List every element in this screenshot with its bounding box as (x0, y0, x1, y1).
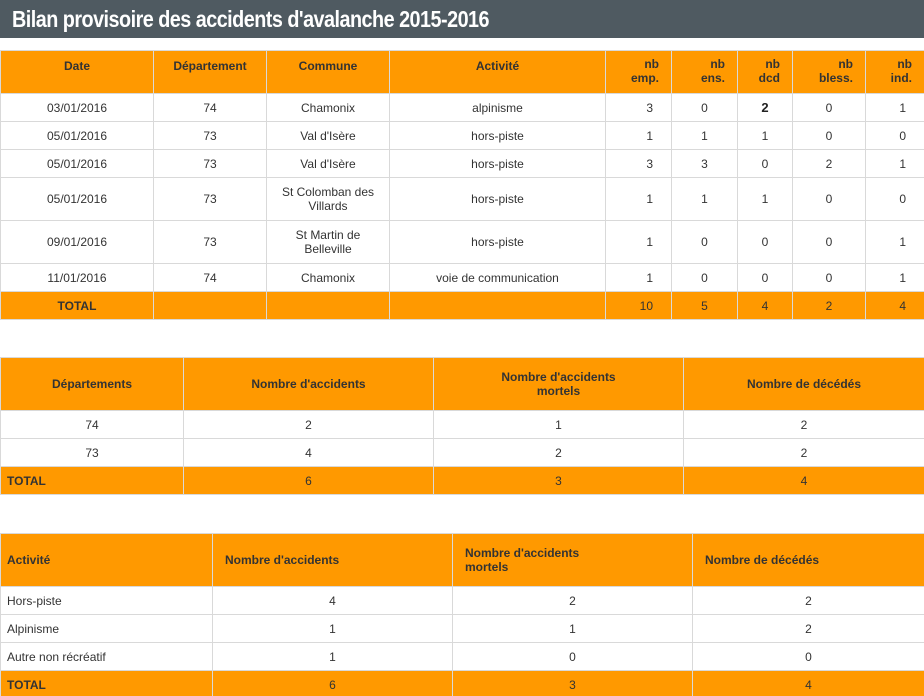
cell-ind: 0 (866, 178, 924, 221)
cell-decedes: 2 (684, 439, 924, 467)
cell-date: 05/01/2016 (1, 178, 154, 221)
cell-departement: 73 (154, 178, 267, 221)
total-row (1, 292, 924, 320)
header-departements: Départements (1, 358, 184, 411)
cell-activite: hors-piste (390, 221, 606, 264)
header-nb-accidents-mortels (434, 358, 684, 411)
table-row (1, 587, 924, 615)
cell-accidents: 2 (184, 411, 434, 439)
total-decedes: 4 (693, 671, 924, 696)
header-nb-decedes: Nombre de décédés (684, 358, 924, 411)
cell-mortels: 1 (453, 615, 693, 643)
cell-departement: 74 (1, 411, 184, 439)
table-row (1, 643, 924, 671)
cell-date: 11/01/2016 (1, 264, 154, 292)
cell-departement: 73 (154, 122, 267, 150)
table-row (1, 94, 924, 122)
accidents-header-row (1, 51, 924, 94)
cell-accidents: 4 (184, 439, 434, 467)
header-mortels-line2: mortels (536, 384, 581, 398)
total-ens: 5 (672, 292, 738, 320)
table-row (1, 221, 924, 264)
cell-dcd: 1 (738, 178, 793, 221)
cell-commune: Chamonix (267, 94, 390, 122)
table-row (1, 122, 924, 150)
cell-date: 03/01/2016 (1, 94, 154, 122)
header-nb-emp (606, 51, 672, 94)
cell-date: 05/01/2016 (1, 150, 154, 178)
cell-departement: 73 (154, 150, 267, 178)
cell-accidents: 1 (213, 643, 453, 671)
cell-decedes: 2 (693, 587, 924, 615)
cell-ens: 0 (672, 94, 738, 122)
cell-commune-line1: St Martin de (295, 228, 361, 242)
page-title-text: Bilan provisoire des accidents d'avalanche 2015-2016 (12, 6, 490, 32)
header-nb-ens-line1: nb (710, 57, 725, 71)
cell-emp: 3 (606, 150, 672, 178)
header-nb-emp-line1: nb (644, 57, 659, 71)
header-nb-bless-line1: nb (838, 57, 853, 71)
cell-commune: Val d'Isère (267, 122, 390, 150)
cell-ens: 0 (672, 264, 738, 292)
cell-bless: 0 (793, 221, 866, 264)
cell-decedes: 2 (693, 615, 924, 643)
cell-decedes: 2 (684, 411, 924, 439)
header-nb-ind-line2: ind. (890, 71, 912, 85)
cell-activite: hors-piste (390, 150, 606, 178)
total-empty-cell (154, 292, 267, 320)
cell-mortels: 2 (453, 587, 693, 615)
cell-accidents: 1 (213, 615, 453, 643)
cell-commune-line1: St Colomban des (281, 185, 375, 199)
page-title (0, 0, 924, 38)
header-nb-ind-line1: nb (897, 57, 912, 71)
cell-activite: Alpinisme (1, 615, 213, 643)
header-date: Date (1, 51, 154, 94)
cell-mortels: 0 (453, 643, 693, 671)
cell-ens: 3 (672, 150, 738, 178)
total-ind: 4 (866, 292, 924, 320)
total-row (1, 671, 924, 696)
cell-ind: 1 (866, 150, 924, 178)
cell-emp: 1 (606, 178, 672, 221)
cell-dcd: 0 (738, 150, 793, 178)
header-activite: Activité (1, 534, 213, 587)
header-commune: Commune (267, 51, 390, 94)
cell-ind: 0 (866, 122, 924, 150)
table-row (1, 264, 924, 292)
total-mortels: 3 (434, 467, 684, 495)
total-label: TOTAL (1, 467, 184, 495)
header-nb-ens-line2: ens. (700, 71, 725, 85)
cell-ens: 1 (672, 178, 738, 221)
cell-emp: 3 (606, 94, 672, 122)
header-nb-emp-line2: emp. (630, 71, 659, 85)
cell-dcd: 0 (738, 221, 793, 264)
departements-header-row (1, 358, 924, 411)
header-mortels-line1: Nombre d'accidents (465, 546, 580, 560)
header-nb-ens (672, 51, 738, 94)
cell-commune: Val d'Isère (267, 150, 390, 178)
cell-dcd: 2 (738, 94, 793, 122)
header-nb-dcd (738, 51, 793, 94)
cell-departement: 74 (154, 94, 267, 122)
cell-commune-line2: Villards (308, 199, 348, 213)
total-dcd: 4 (738, 292, 793, 320)
cell-decedes: 0 (693, 643, 924, 671)
header-nb-accidents: Nombre d'accidents (184, 358, 434, 411)
header-nb-dcd-line1: nb (765, 57, 780, 71)
cell-ind: 1 (866, 94, 924, 122)
total-decedes: 4 (684, 467, 924, 495)
cell-ens: 0 (672, 221, 738, 264)
table-row (1, 178, 924, 221)
cell-mortels: 1 (434, 411, 684, 439)
cell-date: 05/01/2016 (1, 122, 154, 150)
cell-dcd: 1 (738, 122, 793, 150)
cell-emp: 1 (606, 264, 672, 292)
cell-accidents: 4 (213, 587, 453, 615)
cell-commune-line2: Belleville (304, 242, 352, 256)
cell-departement: 73 (154, 221, 267, 264)
cell-departement: 73 (1, 439, 184, 467)
accidents-table (0, 50, 924, 320)
cell-activite: hors-piste (390, 178, 606, 221)
total-label: TOTAL (1, 292, 154, 320)
activite-table (0, 533, 924, 696)
total-label: TOTAL (1, 671, 213, 696)
cell-ens: 1 (672, 122, 738, 150)
header-nb-accidents: Nombre d'accidents (213, 534, 453, 587)
header-nb-bless (793, 51, 866, 94)
cell-activite: hors-piste (390, 122, 606, 150)
departements-table (0, 357, 924, 495)
cell-bless: 2 (793, 150, 866, 178)
table-row (1, 150, 924, 178)
total-mortels: 3 (453, 671, 693, 696)
cell-ind: 1 (866, 221, 924, 264)
header-mortels-line1: Nombre d'accidents (501, 370, 616, 384)
cell-mortels: 2 (434, 439, 684, 467)
cell-ind: 1 (866, 264, 924, 292)
cell-bless: 0 (793, 264, 866, 292)
header-nb-decedes: Nombre de décédés (693, 534, 924, 587)
header-mortels-line2: mortels (465, 560, 509, 574)
header-nb-accidents-mortels (453, 534, 693, 587)
header-activite: Activité (390, 51, 606, 94)
cell-commune: Chamonix (267, 264, 390, 292)
total-bless: 2 (793, 292, 866, 320)
total-empty-cell (267, 292, 390, 320)
total-empty-cell (390, 292, 606, 320)
total-emp: 10 (606, 292, 672, 320)
cell-activite: Hors-piste (1, 587, 213, 615)
cell-dcd: 0 (738, 264, 793, 292)
cell-commune (267, 178, 390, 221)
cell-departement: 74 (154, 264, 267, 292)
table-row (1, 439, 924, 467)
cell-bless: 0 (793, 122, 866, 150)
cell-bless: 0 (793, 178, 866, 221)
activite-header-row (1, 534, 924, 587)
total-accidents: 6 (184, 467, 434, 495)
cell-bless: 0 (793, 94, 866, 122)
cell-emp: 1 (606, 122, 672, 150)
cell-activite: voie de communication (390, 264, 606, 292)
total-row (1, 467, 924, 495)
header-nb-bless-line2: bless. (818, 71, 853, 85)
cell-commune (267, 221, 390, 264)
total-accidents: 6 (213, 671, 453, 696)
cell-activite: alpinisme (390, 94, 606, 122)
header-nb-ind (866, 51, 924, 94)
cell-date: 09/01/2016 (1, 221, 154, 264)
header-departement: Département (154, 51, 267, 94)
table-row (1, 615, 924, 643)
header-nb-dcd-line2: dcd (758, 71, 780, 85)
cell-emp: 1 (606, 221, 672, 264)
table-row (1, 411, 924, 439)
cell-activite: Autre non récréatif (1, 643, 213, 671)
